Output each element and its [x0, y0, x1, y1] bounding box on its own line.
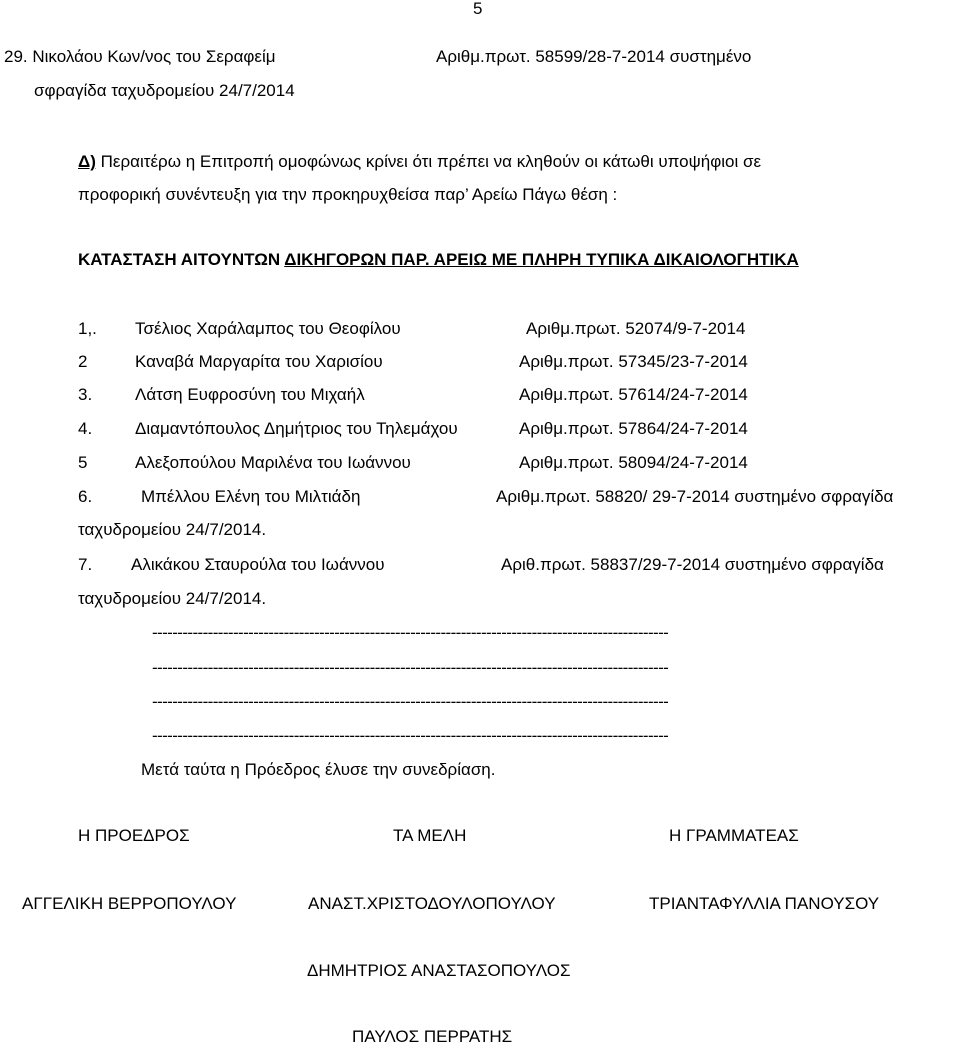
section-d-line2: προφορική συνέντευξη για την προκηρυχθείσα παρ’ Αρείω Πάγω θέση :: [78, 185, 618, 204]
candidate-4-name: Διαμαντόπουλος Δημήτριος του Τηλεμάχου: [135, 419, 458, 438]
dashed-line: ------------------------------------------------------------------------------------------------------: [152, 692, 669, 711]
candidate-1-name: Τσέλιος Χαράλαμπος του Θεοφίλου: [135, 319, 401, 338]
candidate-3-ref: Αριθμ.πρωτ. 57614/24-7-2014: [519, 385, 748, 404]
candidate-2-name: Καναβά Μαργαρίτα του Χαρισίου: [135, 352, 383, 371]
signature-name-secretary: ΤΡΙΑΝΤΑΦΥΛΛΙΑ ΠΑΝΟΥΣΟΥ: [649, 894, 880, 913]
signature-name-member-2: ΔΗΜΗΤΡΙΟΣ ΑΝΑΣΤΑΣΟΠΟΥΛΟΣ: [307, 961, 571, 980]
candidate-5-ref: Αριθμ.πρωτ. 58094/24-7-2014: [519, 453, 748, 472]
closing-statement: Μετά ταύτα η Πρόεδρος έλυσε την συνεδρίαση.: [141, 760, 496, 779]
signature-header-secretary: Η ΓΡΑΜΜΑΤΕΑΣ: [669, 826, 799, 845]
candidate-3-num: 3.: [78, 385, 93, 404]
signature-header-members: ΤΑ ΜΕΛΗ: [393, 826, 467, 845]
candidate-2-num: 2: [78, 352, 88, 371]
candidate-7-name: Αλικάκου Σταυρούλα του Ιωάννου: [131, 555, 385, 574]
candidate-7-cont: ταχυδρομείου 24/7/2014.: [78, 589, 267, 608]
list-title: [78, 250, 799, 270]
candidate-4-num: 4.: [78, 419, 93, 438]
candidate-2-ref: Αριθμ.πρωτ. 57345/23-7-2014: [519, 352, 748, 371]
candidate-6-num: 6.: [78, 487, 93, 506]
candidate-6-name: Μπέλλου Ελένη του Μιλτιάδη: [141, 487, 361, 506]
candidate-7-ref: Αριθ.πρωτ. 58837/29-7-2014 συστημένο σφραγίδα: [501, 555, 884, 574]
list-title-part1: ΚΑΤΑΣΤΑΣΗ ΑΙΤΟΥΝΤΩΝ: [78, 250, 285, 269]
prior-entry-ref: Αριθμ.πρωτ. 58599/28-7-2014 συστημένο: [436, 47, 752, 66]
section-d-label: Δ): [78, 152, 96, 171]
candidate-1-ref: Αριθμ.πρωτ. 52074/9-7-2014: [526, 319, 746, 338]
candidate-4-ref: Αριθμ.πρωτ. 57864/24-7-2014: [519, 419, 748, 438]
dashed-line: ------------------------------------------------------------------------------------------------------: [152, 623, 669, 642]
section-d-line1: [78, 152, 761, 172]
section-d-text1: Περαιτέρω η Επιτροπή ομοφώνως κρίνει ότι πρέπει να κληθούν οι κάτωθι υποψήφιοι σε: [100, 152, 762, 171]
dashed-line: ------------------------------------------------------------------------------------------------------: [152, 726, 669, 745]
page-number: 5: [473, 0, 483, 18]
candidate-3-name: Λάτση Ευφροσύνη του Μιχαήλ: [135, 385, 365, 404]
candidate-5-name: Αλεξοπούλου Μαριλένα του Ιωάννου: [135, 453, 411, 472]
candidate-6-cont: ταχυδρομείου 24/7/2014.: [78, 520, 267, 539]
candidate-1-num: 1,.: [78, 319, 97, 338]
candidate-6-ref: Αριθμ.πρωτ. 58820/ 29-7-2014 συστημένο σφραγίδα: [496, 487, 894, 506]
prior-entry-line2: σφραγίδα ταχυδρομείου 24/7/2014: [34, 81, 295, 100]
dashed-line: ------------------------------------------------------------------------------------------------------: [152, 658, 669, 677]
signature-header-president: Η ΠΡΟΕΔΡΟΣ: [78, 826, 190, 845]
signature-name-member-3: ΠΑΥΛΟΣ ΠΕΡΡΑΤΗΣ: [352, 1027, 513, 1046]
signature-name-member-1: ΑΝΑΣΤ.ΧΡΙΣΤΟΔΟΥΛΟΠΟΥΛΟΥ: [308, 894, 556, 913]
candidate-7-num: 7.: [78, 555, 93, 574]
prior-entry-name: 29. Νικολάου Κων/νος του Σεραφείμ: [4, 47, 276, 66]
signature-name-president: ΑΓΓΕΛΙΚΗ ΒΕΡΡΟΠΟΥΛΟΥ: [22, 894, 237, 913]
candidate-5-num: 5: [78, 453, 88, 472]
list-title-part2: ΔΙΚΗΓΟΡΩΝ ΠΑΡ. ΑΡΕΙΩ ΜΕ ΠΛΗΡΗ ΤΥΠΙΚΑ ΔΙΚΑΙΟΛΟΓΗΤΙΚΑ: [284, 250, 799, 269]
